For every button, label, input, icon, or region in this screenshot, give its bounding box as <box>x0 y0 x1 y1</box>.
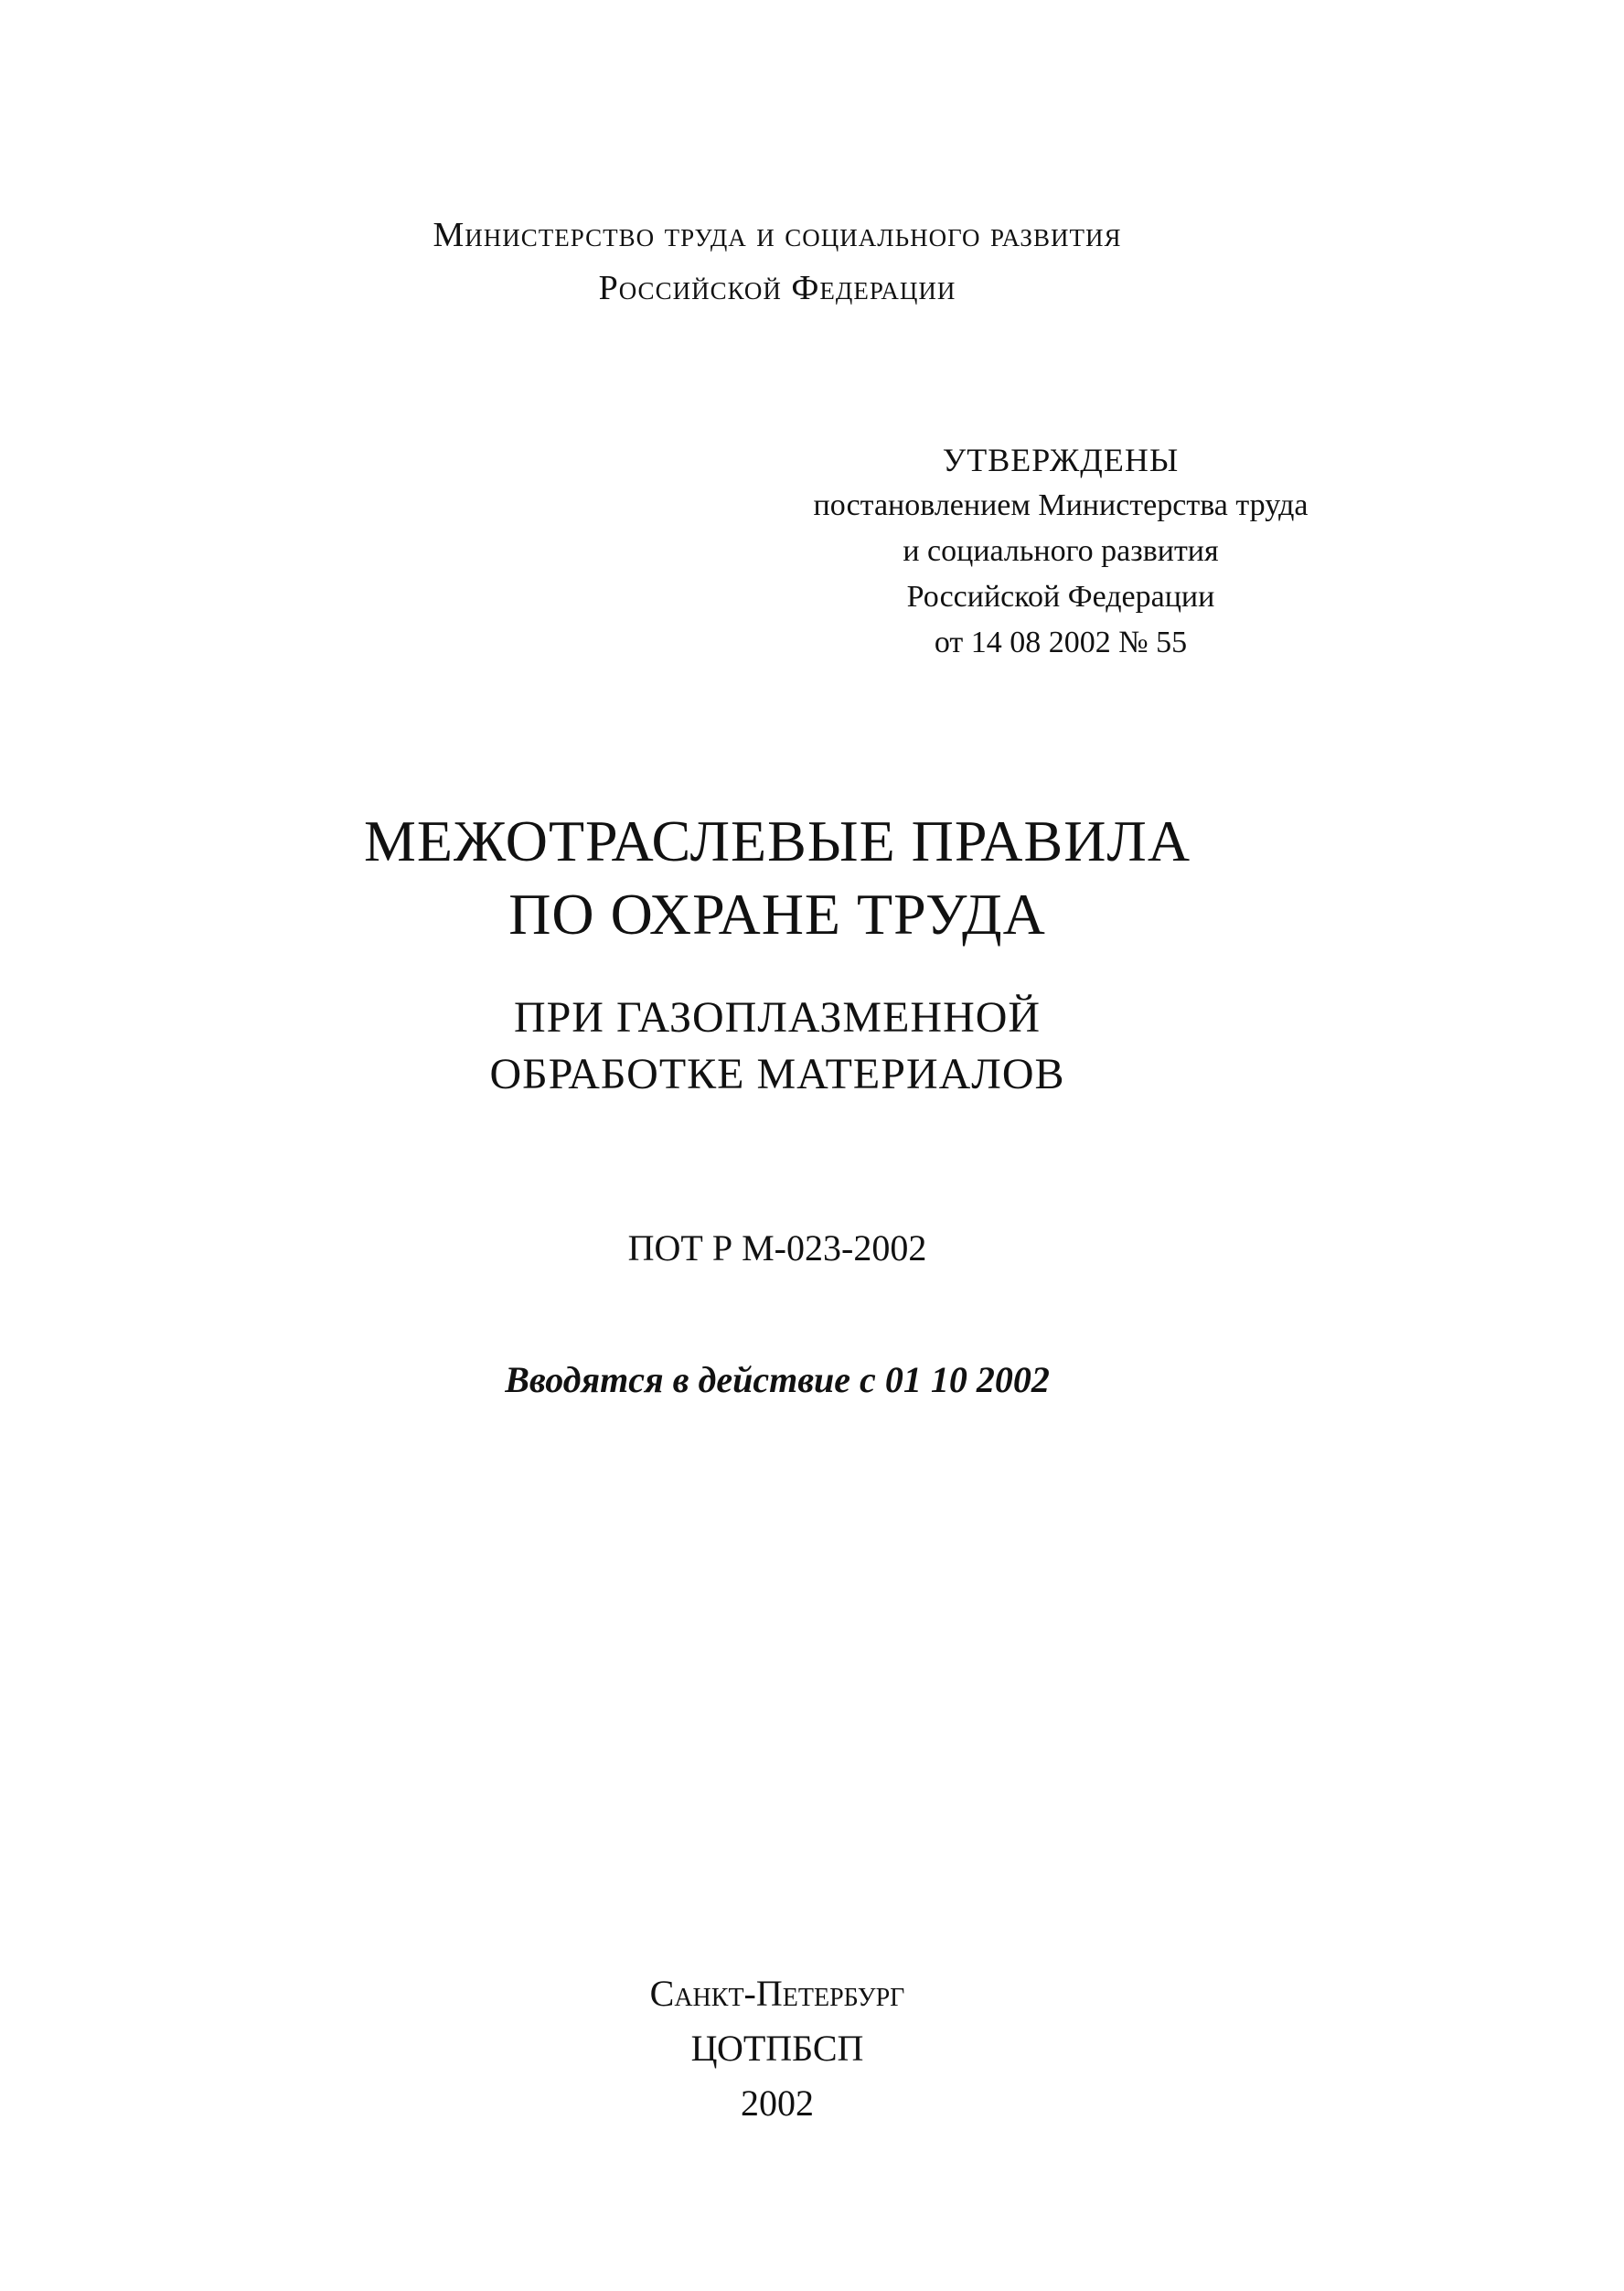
approval-block <box>768 437 1353 666</box>
publisher-block <box>274 1966 1280 2131</box>
publisher-name: ЦОТПБСП <box>690 2028 864 2069</box>
ministry-name: Министерство труда и социального развития <box>433 216 1122 254</box>
document-subtitle <box>274 990 1280 1103</box>
document-code: ПОТ Р М-023-2002 <box>627 1227 927 1269</box>
title-line: ПО ОХРАНЕ ТРУДА <box>508 882 1046 947</box>
approval-line: и социального развития <box>903 534 1219 568</box>
ministry-country: Российской Федерации <box>598 269 956 307</box>
publisher-city: Санкт-Петербург <box>649 1973 905 2014</box>
document-title <box>274 805 1280 951</box>
title-line: МЕЖОТРАСЛЕВЫЕ ПРАВИЛА <box>363 808 1191 873</box>
publisher-year: 2002 <box>741 2082 814 2124</box>
subtitle-line: ОБРАБОТКЕ МАТЕРИАЛОВ <box>489 1050 1065 1098</box>
approval-date: от 14 08 2002 № 55 <box>934 626 1188 659</box>
subtitle-line: ПРИ ГАЗОПЛАЗМЕННОЙ <box>513 993 1042 1042</box>
approval-heading: УТВЕРЖДЕНЫ <box>942 442 1180 478</box>
approval-line: Российской Федерации <box>906 580 1215 614</box>
ministry-header <box>274 209 1280 315</box>
effective-date: Вводятся в действие с 01 10 2002 <box>505 1359 1050 1400</box>
approval-line: постановлением Министерства труда <box>813 488 1309 522</box>
